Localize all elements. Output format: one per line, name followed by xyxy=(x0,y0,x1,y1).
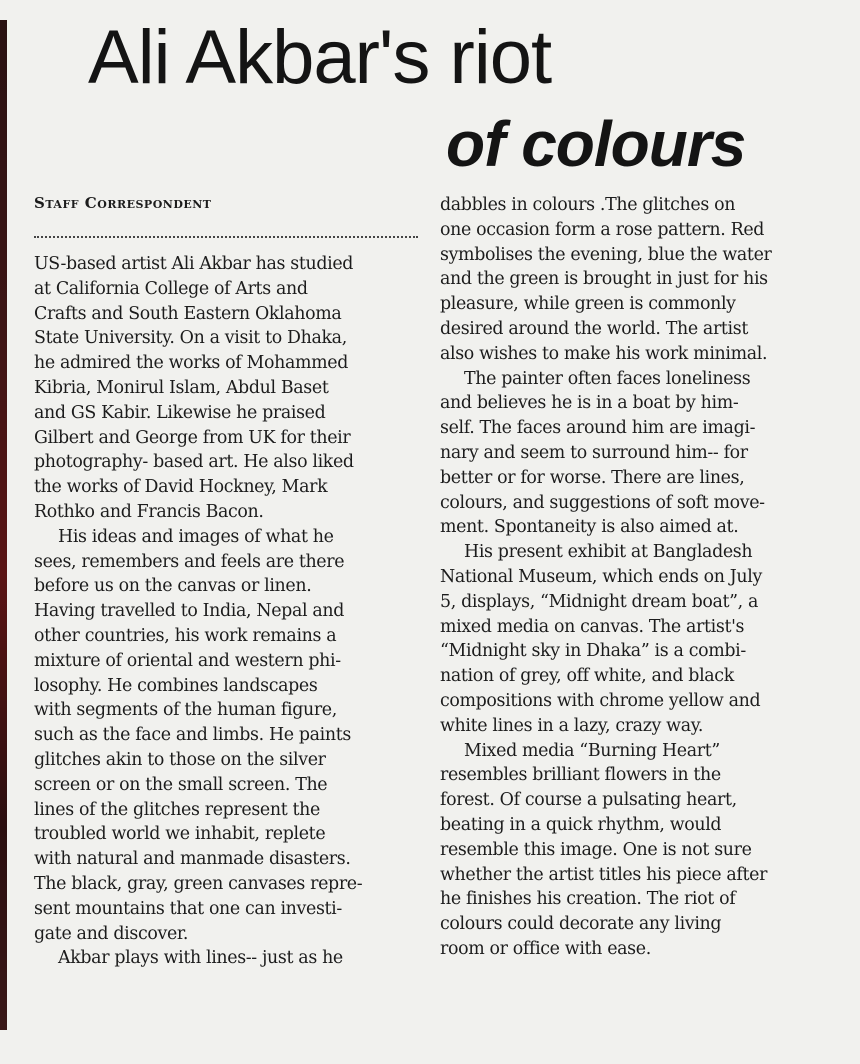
headline-line-1: Ali Akbar's riot xyxy=(88,15,552,100)
text-line: self. The faces around him are imagi- xyxy=(440,418,756,439)
text-line: mixed media on canvas. The artist's xyxy=(440,616,745,637)
text-line: glitches akin to those on the silver xyxy=(34,749,326,770)
text-line: mixture of oriental and western phi- xyxy=(34,650,341,671)
text-line: Rothko and Francis Bacon. xyxy=(34,501,264,522)
text-line: US-based artist Ali Akbar has studied xyxy=(34,254,354,274)
text-line: and GS Kabir. Likewise he praised xyxy=(34,402,326,423)
text-line: resemble this image. One is not sure xyxy=(440,839,752,860)
text-line: “Midnight sky in Dhaka” is a combi- xyxy=(440,641,746,662)
text-line: at California College of Arts and xyxy=(34,278,308,299)
text-line: compositions with chrome yellow and xyxy=(440,690,761,711)
text-line: with natural and manmade disasters. xyxy=(34,849,351,870)
text-line: His present exhibit at Bangladesh xyxy=(464,542,753,563)
text-line: with segments of the human figure, xyxy=(34,700,337,721)
text-line: symbolises the evening, blue the water xyxy=(440,244,772,265)
text-line: before us on the canvas or linen. xyxy=(34,576,312,597)
article-column-right xyxy=(440,193,840,962)
text-line: troubled world we inhabit, replete xyxy=(34,824,326,845)
text-line: sent mountains that one can investi- xyxy=(34,898,342,919)
text-line: ment. Spontaneity is also aimed at. xyxy=(440,517,739,538)
text-line: and believes he is in a boat by him- xyxy=(440,393,739,414)
text-line: also wishes to make his work minimal. xyxy=(440,343,768,364)
text-line: colours could decorate any living xyxy=(440,914,722,935)
text-line: and the green is brought in just for his xyxy=(440,269,768,290)
text-line: Having travelled to India, Nepal and xyxy=(34,601,345,622)
text-line: dabbles in colours .The glitches on xyxy=(440,195,736,215)
text-line: Akbar plays with lines-- just as he xyxy=(58,948,343,969)
article-column-left xyxy=(34,252,424,971)
text-line: nary and seem to surround him-- for xyxy=(440,442,748,463)
text-line: screen or on the small screen. The xyxy=(34,774,328,795)
text-line: Crafts and South Eastern Oklahoma xyxy=(34,303,342,324)
text-line: Gilbert and George from UK for their xyxy=(34,427,351,448)
text-line: forest. Of course a pulsating heart, xyxy=(440,790,737,811)
text-line: room or office with ease. xyxy=(440,938,651,959)
article-headline xyxy=(0,0,860,190)
byline-divider xyxy=(34,236,418,238)
text-line: beating in a quick rhythm, would xyxy=(440,814,722,835)
text-line: The black, gray, green canvases repre- xyxy=(34,873,363,894)
text-line: Mixed media “Burning Heart” xyxy=(464,740,720,761)
text-line: other countries, his work remains a xyxy=(34,625,337,646)
text-line: pleasure, while green is commonly xyxy=(440,294,736,315)
text-line: resembles brilliant flowers in the xyxy=(440,765,721,786)
text-line: Kibria, Monirul Islam, Abdul Baset xyxy=(34,377,329,398)
text-line: one occasion form a rose pattern. Red xyxy=(440,219,765,240)
text-line: 5, displays, “Midnight dream boat”, a xyxy=(440,591,759,612)
text-line: State University. On a visit to Dhaka, xyxy=(34,328,347,349)
text-line: better or for worse. There are lines, xyxy=(440,467,745,488)
text-line: sees, remembers and feels are there xyxy=(34,551,345,572)
text-line: nation of grey, off white, and black xyxy=(440,666,734,687)
text-line: such as the face and limbs. He paints xyxy=(34,725,351,746)
text-line: he finishes his creation. The riot of xyxy=(440,889,736,910)
text-line: losophy. He combines landscapes xyxy=(34,675,318,696)
headline-line-2: of colours xyxy=(446,108,746,180)
text-line: lines of the glitches represent the xyxy=(34,799,320,820)
text-line: The painter often faces loneliness xyxy=(464,368,751,389)
text-line: His ideas and images of what he xyxy=(58,526,334,547)
text-line: white lines in a lazy, crazy way. xyxy=(440,715,704,736)
text-line: gate and discover. xyxy=(34,923,189,944)
text-line: desired around the world. The artist xyxy=(440,318,748,339)
text-line: National Museum, which ends on July xyxy=(440,566,762,587)
text-line: the works of David Hockney, Mark xyxy=(34,477,328,498)
text-line: he admired the works of Mohammed xyxy=(34,353,348,374)
text-line: whether the artist titles his piece after xyxy=(440,864,768,885)
text-line: colours, and suggestions of soft move- xyxy=(440,492,765,513)
byline: Staff Correspondent xyxy=(34,194,212,212)
text-line: photography- based art. He also liked xyxy=(34,452,354,473)
